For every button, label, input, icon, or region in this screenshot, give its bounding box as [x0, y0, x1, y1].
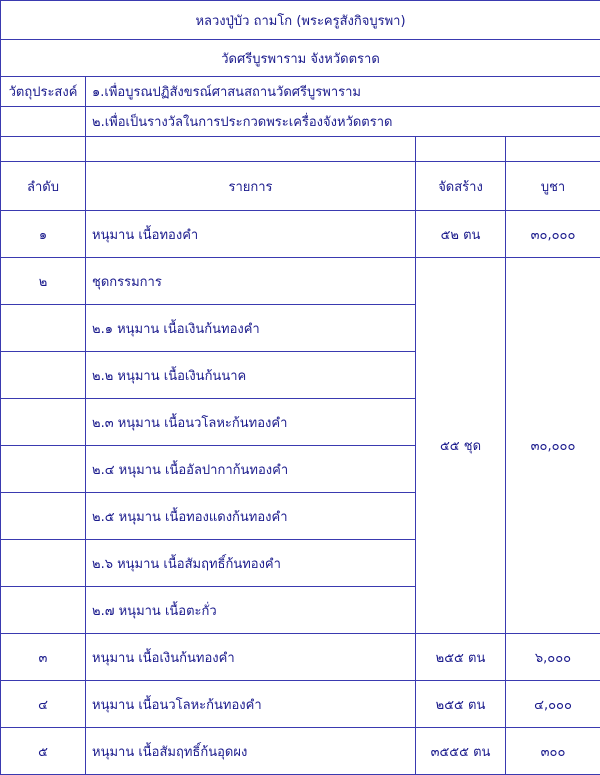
row-no: [1, 493, 86, 540]
row-no: [1, 540, 86, 587]
subtitle-row: [1, 40, 600, 77]
table-header-row: [1, 162, 600, 211]
table-row: [1, 728, 600, 775]
document-subtitle: วัดศรีบูรพาราม จังหวัดตราด: [1, 40, 600, 77]
spacer-cell-4: [506, 137, 600, 162]
row-item: ๒.๗ หนุมาน เนื้อตะกั่ว: [86, 587, 416, 634]
spacer-cell-2: [86, 137, 416, 162]
column-header-make: จัดสร้าง: [416, 162, 506, 211]
table-row: [1, 634, 600, 681]
row-bucha: ๓๐๐: [506, 728, 600, 775]
row-make: ๕๒ ตน: [416, 211, 506, 258]
purpose-label: วัตถุประสงค์: [1, 77, 86, 107]
row-bucha: ๖,๐๐๐: [506, 634, 600, 681]
row-make: ๓๕๕๕ ตน: [416, 728, 506, 775]
row-bucha: ๔,๐๐๐: [506, 681, 600, 728]
purpose-label-empty: [1, 107, 86, 137]
table-row: [1, 681, 600, 728]
row-item: ๒.๒ หนุมาน เนื้อเงินก้นนาค: [86, 352, 416, 399]
row-no: [1, 446, 86, 493]
row-no: [1, 399, 86, 446]
title-row: [1, 1, 600, 40]
column-header-no: ลำดับ: [1, 162, 86, 211]
purpose-row-2: [1, 107, 600, 137]
spacer-cell-3: [416, 137, 506, 162]
row-make: ๒๕๕ ตน: [416, 634, 506, 681]
row-item: หนุมาน เนื้อนวโลหะก้นทองคำ: [86, 681, 416, 728]
row-no: ๔: [1, 681, 86, 728]
purpose-row-1: [1, 77, 600, 107]
row-make: ๒๕๕ ตน: [416, 681, 506, 728]
row-item: ๒.๑ หนุมาน เนื้อเงินก้นทองคำ: [86, 305, 416, 352]
purpose-item-2: ๒.เพื่อเป็นรางวัลในการประกวดพระเครื่องจังหวัดตราด: [86, 107, 600, 137]
row-item: หนุมาน เนื้อทองคำ: [86, 211, 416, 258]
row-bucha: ๓๐,๐๐๐: [506, 211, 600, 258]
table-row: [1, 258, 600, 305]
row-no: [1, 305, 86, 352]
row-no: ๒: [1, 258, 86, 305]
purpose-item-1: ๑.เพื่อบูรณปฏิสังขรณ์ศาสนสถานวัดศรีบูรพาราม: [86, 77, 600, 107]
row-item: ชุดกรรมการ: [86, 258, 416, 305]
row-no: [1, 352, 86, 399]
row-no: ๑: [1, 211, 86, 258]
row-bucha-group: ๓๐,๐๐๐: [506, 258, 600, 634]
row-item: ๒.๖ หนุมาน เนื้อสัมฤทธิ์ก้นทองคำ: [86, 540, 416, 587]
row-item: ๒.๔ หนุมาน เนื้ออัลปากาก้นทองคำ: [86, 446, 416, 493]
row-make-group: ๕๕ ชุด: [416, 258, 506, 634]
spacer-cell-1: [1, 137, 86, 162]
column-header-item: รายการ: [86, 162, 416, 211]
row-no: ๕: [1, 728, 86, 775]
row-no: ๓: [1, 634, 86, 681]
document-title: หลวงปู่บัว ถามโก (พระครูสังกิจบูรพา): [1, 1, 600, 40]
row-no: [1, 587, 86, 634]
row-item: หนุมาน เนื้อสัมฤทธิ์ก้นอุดผง: [86, 728, 416, 775]
row-item: หนุมาน เนื้อเงินก้นทองคำ: [86, 634, 416, 681]
row-item: ๒.๓ หนุมาน เนื้อนวโลหะก้นทองคำ: [86, 399, 416, 446]
spacer-row: [1, 137, 600, 162]
table-row: [1, 211, 600, 258]
column-header-bucha: บูชา: [506, 162, 600, 211]
row-item: ๒.๕ หนุมาน เนื้อทองแดงก้นทองคำ: [86, 493, 416, 540]
